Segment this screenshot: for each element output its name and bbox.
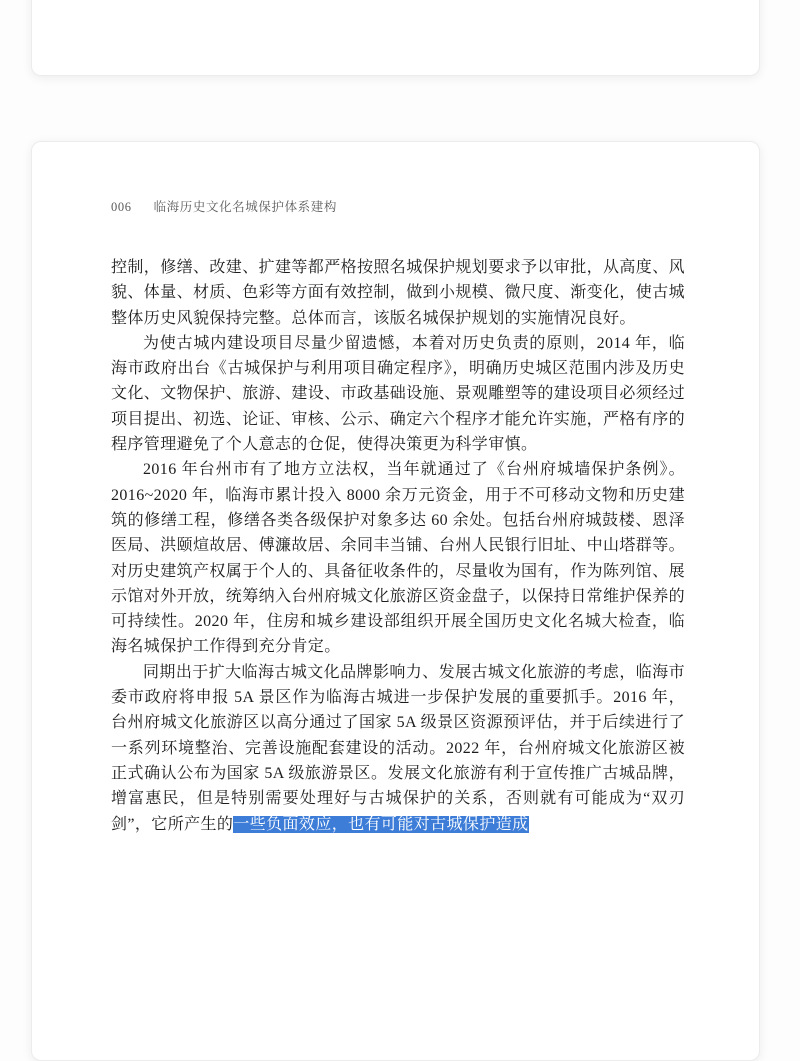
- running-title: 临海历史文化名城保护体系建构: [153, 200, 337, 214]
- text-selection-highlight: 一些负面效应，也有可能对古城保护造成: [233, 815, 529, 833]
- page-header: [111, 197, 685, 215]
- paragraph-3: 2016 年台州市有了地方立法权，当年就通过了《台州府城墙保护条例》。2016~2020 年，临海市累计投入 8000 余万元资金，用于不可移动文物和历史建筑的修缮工程，修缮各类各级保护对象多达 60 余处。包括台州府城鼓楼、恩泽医局、洪颐煊故居、傅濂故居、余同丰当铺、台州人民银行旧址、中山塔群等。对历史建筑产权属于个人的、具备征收条件的，尽量收为国有，作为陈列馆、展示馆对外开放，统筹纳入台州府城文化旅游区资金盘子，以保持日常维护保养的可持续性。2020 年，住房和城乡建设部组织开展全国历史文化名城大检查，临海名城保护工作得到充分肯定。: [111, 461, 686, 656]
- page-number: 006: [111, 200, 132, 214]
- paragraph-1: 控制，修缮、改建、扩建等都严格按照名城保护规划要求予以审批，从高度、风貌、体量、材质、色彩等方面有效控制，做到小规模、微尺度、渐变化，使古城整体历史风貌保持完整。总体而言，该版名城保护规划的实施情况良好。: [111, 259, 686, 327]
- paragraph-4-text: 同期出于扩大临海古城文化品牌影响力、发展古城文化旅游的考虑，临海市委市政府将申报 5A 景区作为临海古城进一步保护发展的重要抓手。2016 年，台州府城文化旅游区以高分通过了国家 5A 级景区资源预评估，并于后续进行了一系列环境整治、完善设施配套建设的活动。2022 年，台州府城文化旅游区被正式确认公布为国家 5A 级旅游景区。发展文化旅游有利于宣传推广古城品牌，增富惠民，但是特别需要处理好与古城保护的关系，否则就有可能成为“双刃剑”，它所产生的: [111, 663, 685, 833]
- page-body: [111, 255, 685, 837]
- current-page-card: [31, 141, 760, 1061]
- paragraph-4: [111, 660, 685, 837]
- previous-page-card: [31, 0, 760, 76]
- paragraph-2: 为使古城内建设项目尽量少留遗憾，本着对历史负责的原则，2014 年，临海市政府出台《古城保护与利用项目确定程序》，明确历史城区范围内涉及历史文化、文物保护、旅游、建设、市政基础设施、景观雕塑等的建设项目必须经过项目提出、初选、论证、审核、公示、确定六个程序才能允许实施，严格有序的程序管理避免了个人意志的仓促，使得决策更为科学审慎。: [111, 334, 686, 454]
